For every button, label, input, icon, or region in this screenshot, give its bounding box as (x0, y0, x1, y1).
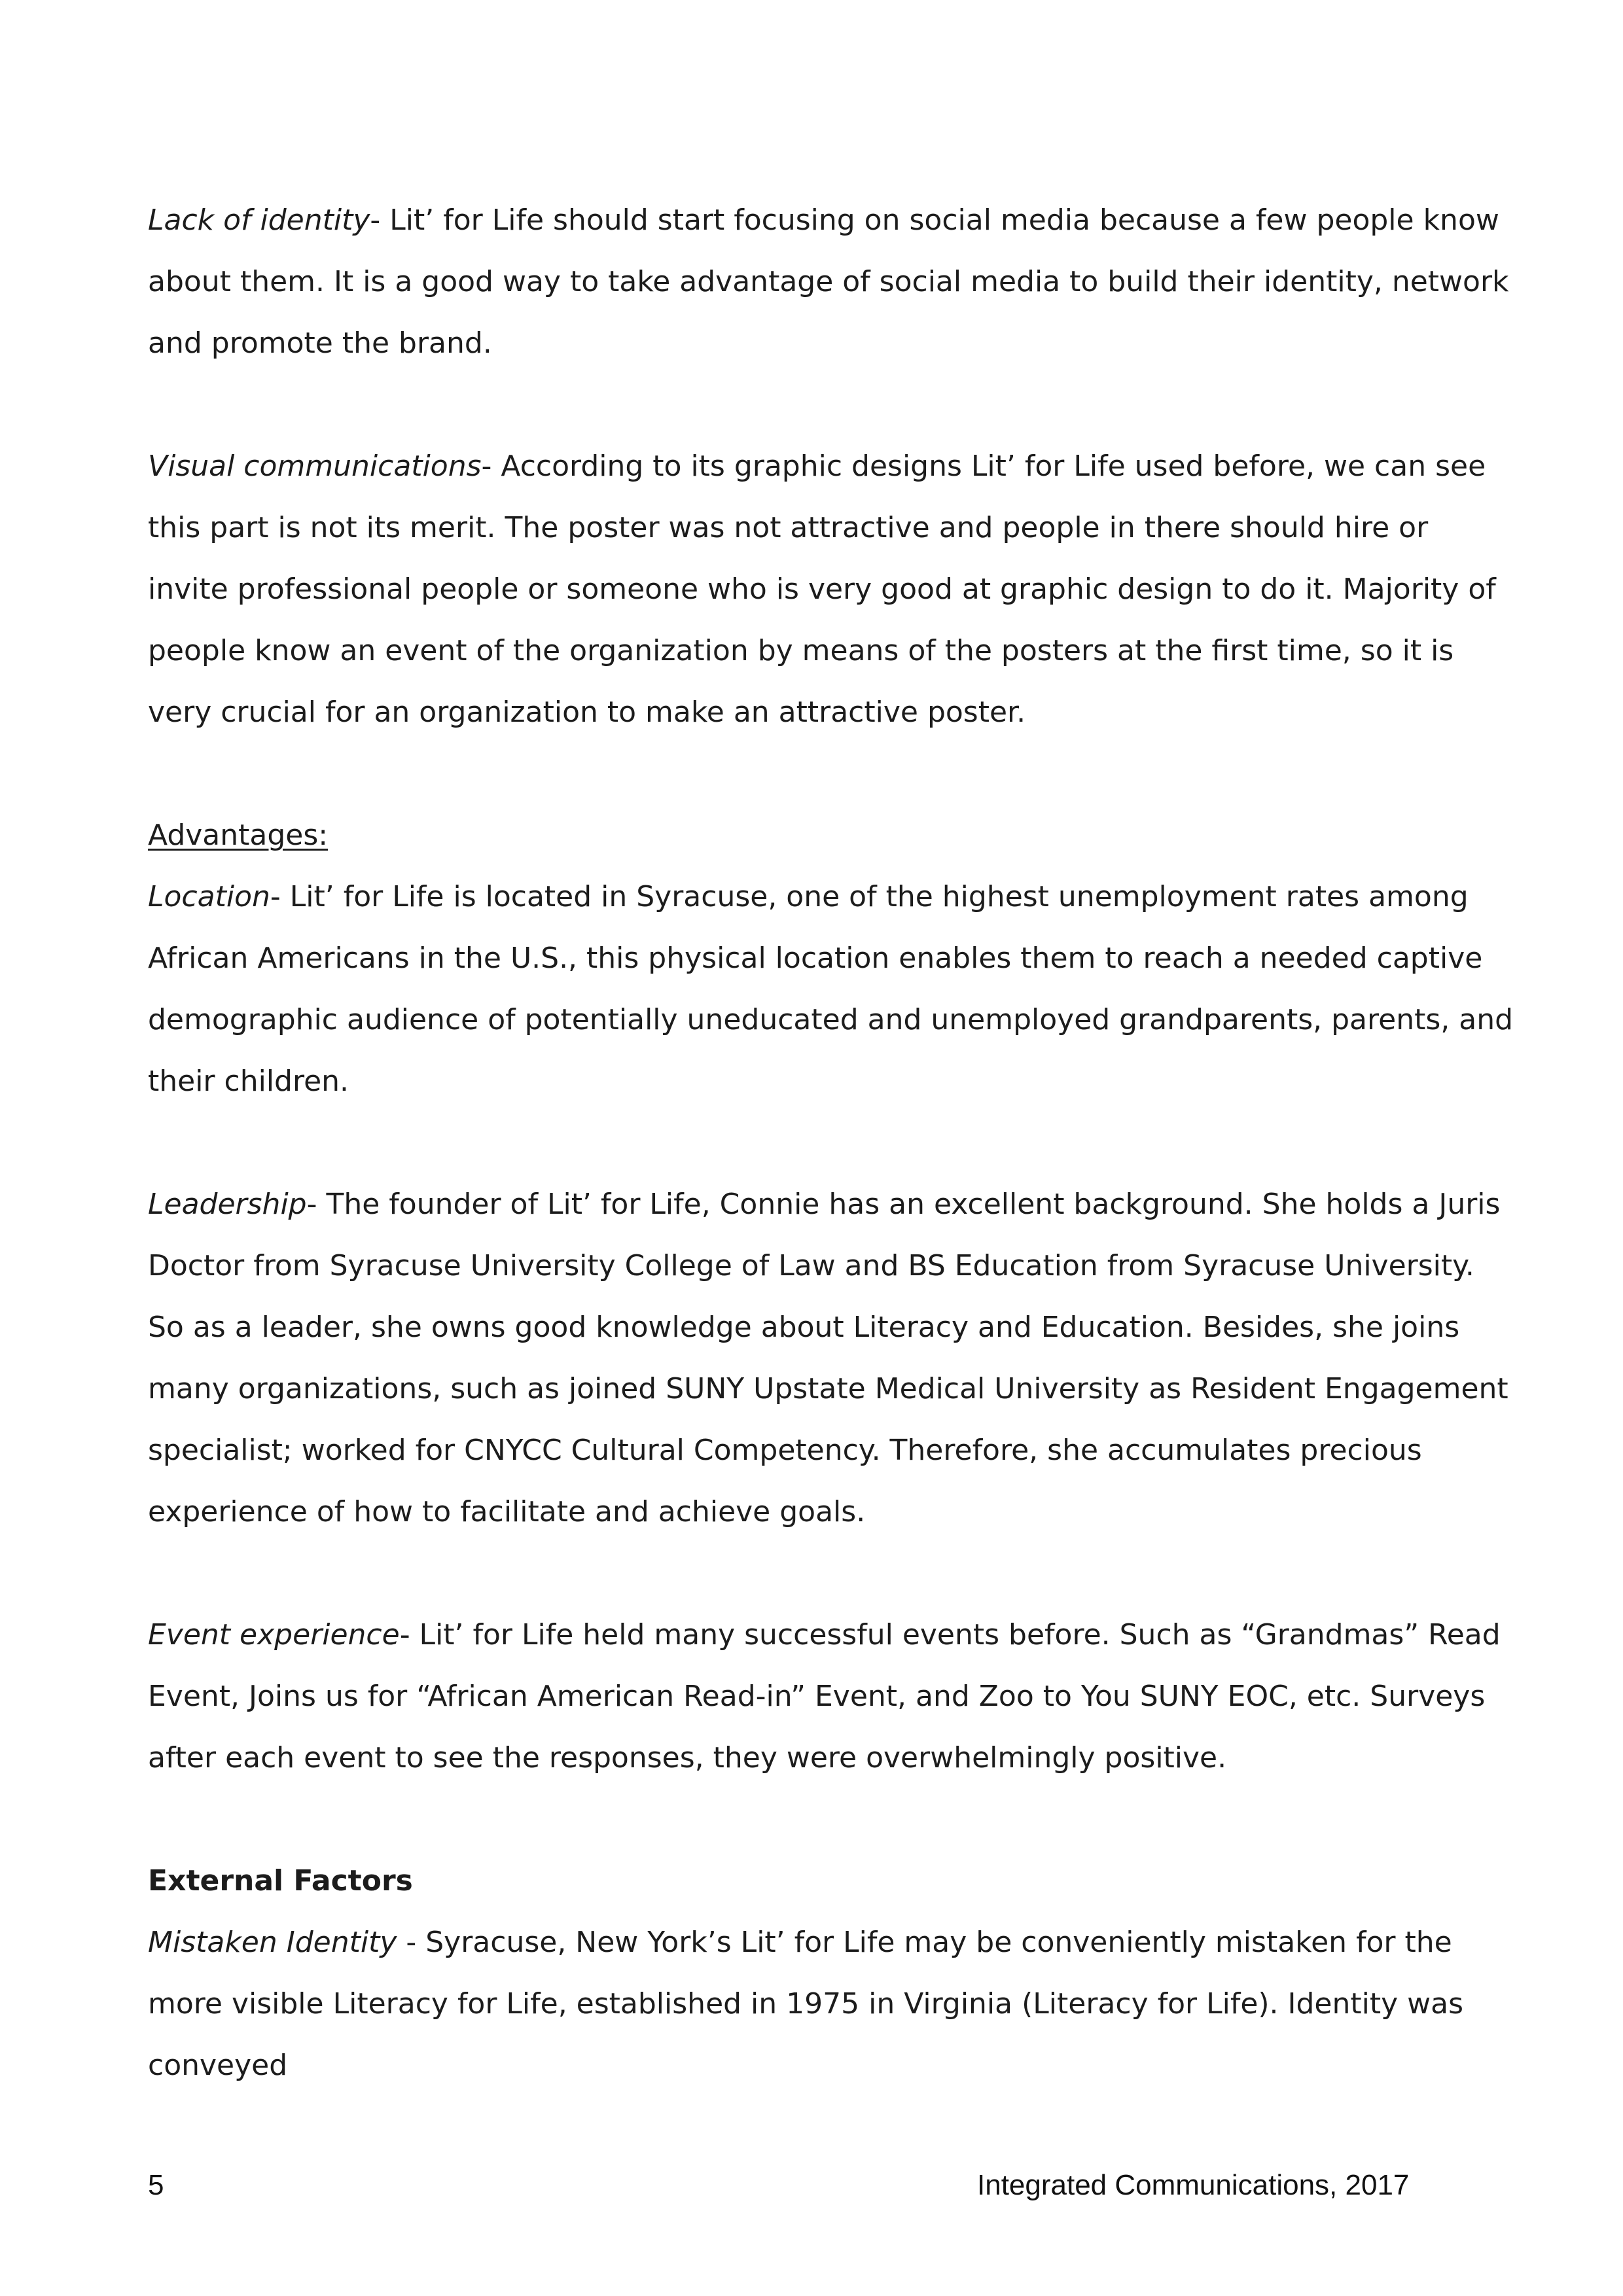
paragraph-text: - Lit’ for Life is located in Syracuse, one of the highest unemployment rates among African Americans in the U.S., this physical location enables them to reach a needed captive demographic audience of potentially uneducated and unemployed grandparents, parents, and their children. (148, 880, 1514, 1098)
footer-title: Integrated Communications, 2017 (977, 2169, 1410, 2201)
term-location: Location (148, 880, 270, 913)
paragraph-spacer (148, 374, 1516, 436)
paragraph-event-experience (148, 1604, 1516, 1789)
paragraph-location (148, 866, 1516, 1112)
term-event-experience: Event experience (148, 1618, 400, 1651)
paragraph-text: - Lit’ for Life held many successful events before. Such as “Grandmas” Read Event, Joins us for “African American Read-in” Event, and Zoo to You SUNY EOC, etc. Surveys after each event to see the responses, they were overwhelmingly positive. (148, 1618, 1501, 1775)
paragraph-spacer (148, 1112, 1516, 1174)
paragraph-text: - Syracuse, New York’s Lit’ for Life may be conveniently mistaken for the more visible Literacy for Life, established in 1975 in Virginia (Literacy for Life). Identity was conveyed (148, 1926, 1464, 2082)
term-visual-communications: Visual communications (148, 450, 482, 483)
paragraph-spacer (148, 1789, 1516, 1850)
paragraph-text: - Lit’ for Life should start focusing on social media because a few people know about them. It is a good way to take advantage of social media to build their identity, network and promote the brand. (148, 203, 1509, 360)
paragraph-spacer (148, 743, 1516, 805)
document-body (148, 190, 1516, 2096)
term-leadership: Leadership (148, 1188, 307, 1221)
paragraph-leadership (148, 1174, 1516, 1543)
paragraph-text: - According to its graphic designs Lit’ for Life used before, we can see this part is not its merit. The poster was not attractive and people in there should hire or invite professional people or someone who is very good at graphic design to do it. Majority of people know an event of the organization by means of the posters at the first time, so it is very crucial for an organization to make an attractive poster. (148, 450, 1496, 729)
paragraph-lack-of-identity (148, 190, 1516, 374)
term-mistaken-identity: Mistaken Identity (148, 1926, 397, 1959)
external-factors-heading: External Factors (148, 1864, 413, 1898)
paragraph-visual-communications (148, 436, 1516, 743)
term-lack-of-identity: Lack of identity (148, 203, 370, 237)
paragraph-mistaken-identity (148, 1912, 1516, 2096)
paragraph-text: - The founder of Lit’ for Life, Connie has an excellent background. She holds a Juris Doctor from Syracuse University College of Law and BS Education from Syracuse University. So as a leader, she owns good knowledge about Literacy and Education. Besides, she joins many organizations, such as joined SUNY Upstate Medical University as Resident Engagement specialist; worked for CNYCC Cultural Competency. Therefore, she accumulates precious experience of how to facilitate and achieve goals. (148, 1188, 1508, 1528)
page-number: 5 (148, 2169, 164, 2201)
paragraph-spacer (148, 1543, 1516, 1604)
advantages-heading: Advantages: (148, 819, 329, 852)
